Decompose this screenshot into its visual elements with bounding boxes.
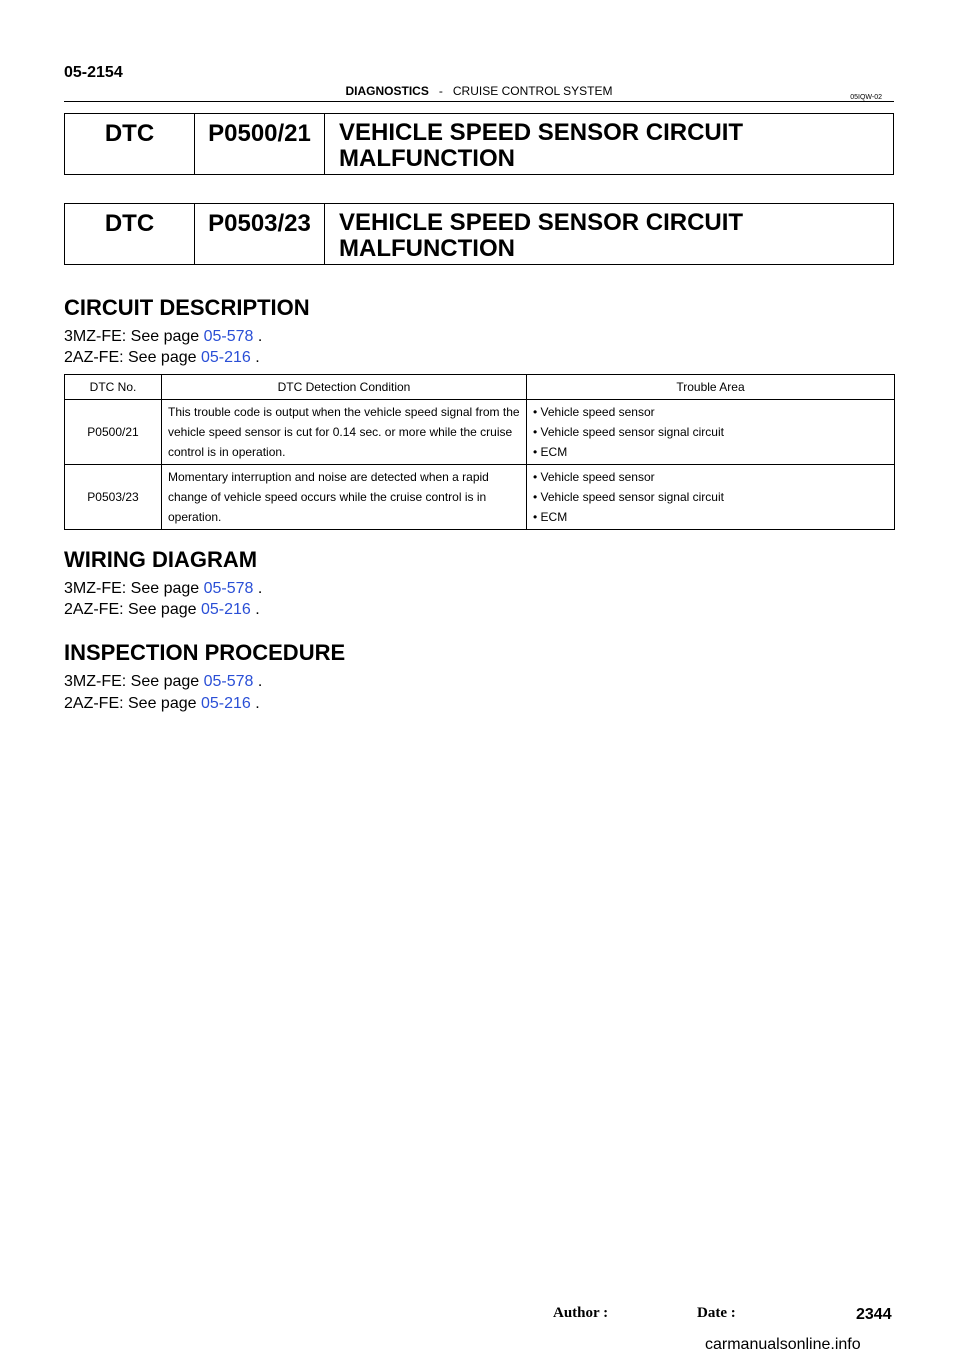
header-subsection: CRUISE CONTROL SYSTEM: [452, 84, 613, 98]
table-row: [65, 400, 895, 465]
ref-suffix: .: [250, 601, 260, 618]
row-condition: This trouble code is output when the vehicle speed signal from the vehicle speed sensor is cut for 0.14 sec. or more while the cruise control is in operation.: [162, 400, 527, 465]
dtc-label: DTC: [65, 204, 195, 264]
col-trouble-area: Trouble Area: [527, 375, 895, 400]
list-item: • Vehicle speed sensor: [533, 405, 655, 419]
ref-prefix: 3MZ-FE: See page: [64, 580, 204, 597]
row-areas: [527, 465, 895, 530]
inspection-ref-3mz: [64, 673, 262, 691]
page-link-05-216[interactable]: 05-216: [200, 601, 251, 618]
list-item: • ECM: [533, 445, 568, 459]
ref-prefix: 2AZ-FE: See page: [64, 601, 201, 618]
ref-prefix: 2AZ-FE: See page: [64, 695, 201, 712]
doc-code: 05IQW-02: [850, 94, 882, 101]
ref-prefix: 2AZ-FE: See page: [64, 349, 201, 366]
list-item: • Vehicle speed sensor signal circuit: [533, 490, 724, 504]
dtc-code: P0503/23: [195, 204, 325, 264]
page-link-05-216[interactable]: 05-216: [200, 349, 251, 366]
ref-suffix: .: [250, 349, 260, 366]
circuit-ref-2az: [64, 349, 260, 367]
dtc-table: [64, 374, 895, 530]
dtc-title: [325, 114, 893, 174]
table-row: [65, 465, 895, 530]
dtc-title: [325, 204, 893, 264]
wiring-diagram-heading: WIRING DIAGRAM: [64, 547, 258, 572]
list-item: • ECM: [533, 510, 568, 524]
inspection-ref-2az: [64, 695, 260, 713]
footer-page-total: 2344: [856, 1306, 892, 1323]
ref-suffix: .: [253, 328, 263, 345]
inspection-procedure-heading: INSPECTION PROCEDURE: [64, 640, 346, 665]
list-item: • Vehicle speed sensor signal circuit: [533, 425, 724, 439]
dtc-code: P0500/21: [195, 114, 325, 174]
ref-suffix: .: [253, 580, 263, 597]
dtc-label: DTC: [65, 114, 195, 174]
footer-date-label: Date :: [697, 1305, 736, 1321]
row-areas: [527, 400, 895, 465]
footer-author-label: Author :: [553, 1305, 609, 1321]
watermark: carmanualsonline.info: [705, 1336, 861, 1353]
page-number: 05-2154: [64, 64, 123, 81]
dtc-box-p0500: [64, 113, 894, 175]
col-condition: DTC Detection Condition: [162, 375, 527, 400]
dtc-box-p0503: [64, 203, 894, 265]
running-header: [64, 84, 894, 98]
header-separator: -: [438, 84, 443, 98]
dtc-title-line1: VEHICLE SPEED SENSOR CIRCUIT: [339, 119, 744, 146]
header-section: DIAGNOSTICS: [345, 84, 429, 98]
header-rule: [64, 101, 894, 102]
wiring-ref-2az: [64, 601, 260, 619]
row-code: P0500/21: [65, 400, 162, 465]
page-link-05-578[interactable]: 05-578: [203, 673, 254, 690]
circuit-description-heading: CIRCUIT DESCRIPTION: [64, 295, 310, 320]
dtc-title-line2: MALFUNCTION: [339, 145, 515, 172]
list-item: • Vehicle speed sensor: [533, 470, 655, 484]
ref-prefix: 3MZ-FE: See page: [64, 328, 204, 345]
row-condition: Momentary interruption and noise are detected when a rapid change of vehicle speed occurs while the cruise control is in operation.: [162, 465, 527, 530]
ref-prefix: 3MZ-FE: See page: [64, 673, 204, 690]
page-link-05-216[interactable]: 05-216: [200, 695, 251, 712]
page-link-05-578[interactable]: 05-578: [203, 580, 254, 597]
dtc-title-line2: MALFUNCTION: [339, 235, 515, 262]
table-header-row: [65, 375, 895, 400]
col-dtc-no: DTC No.: [65, 375, 162, 400]
dtc-title-line1: VEHICLE SPEED SENSOR CIRCUIT: [339, 209, 744, 236]
page-link-05-578[interactable]: 05-578: [203, 328, 254, 345]
ref-suffix: .: [253, 673, 263, 690]
ref-suffix: .: [250, 695, 260, 712]
circuit-ref-3mz: [64, 328, 262, 346]
wiring-ref-3mz: [64, 580, 262, 598]
row-code: P0503/23: [65, 465, 162, 530]
